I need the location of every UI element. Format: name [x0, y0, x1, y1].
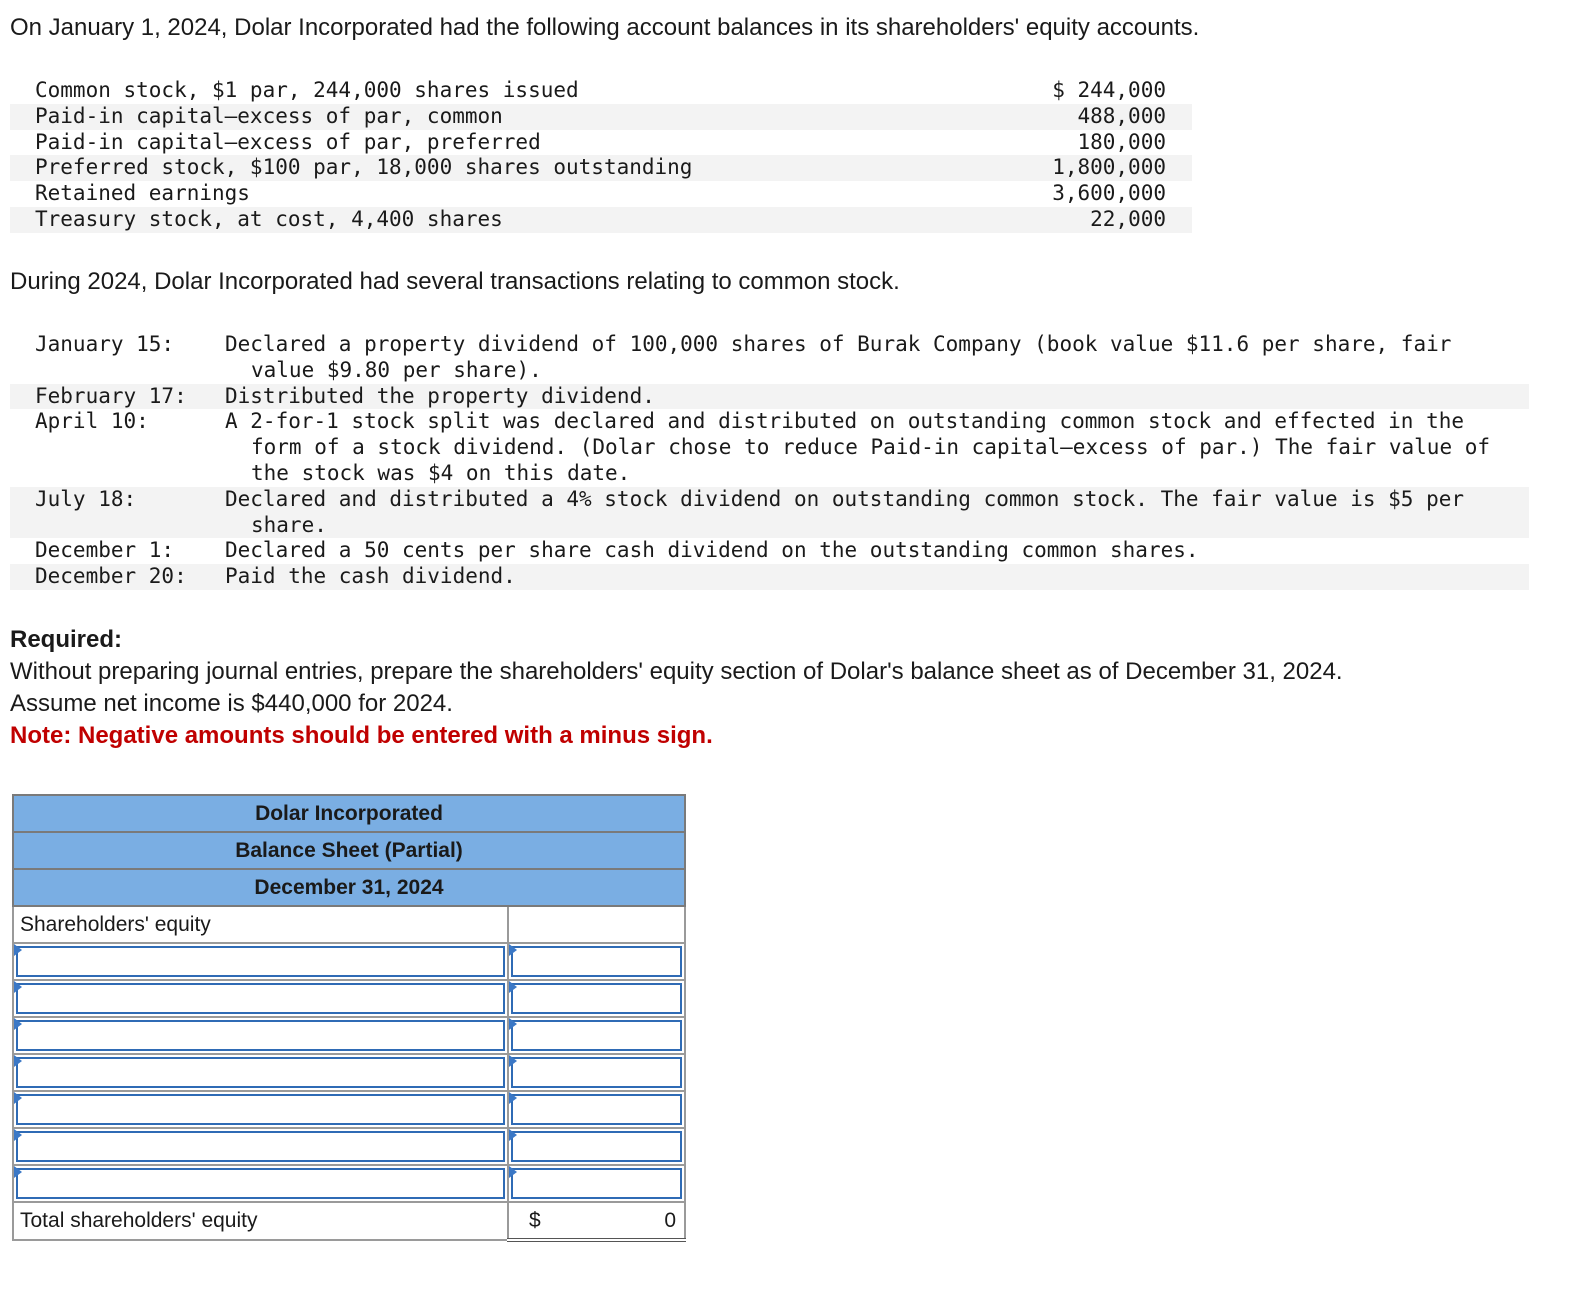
- amount-input-cell: [508, 1165, 685, 1202]
- account-name-input[interactable]: [16, 983, 505, 1014]
- amount-input[interactable]: [511, 1131, 682, 1162]
- required-assumption: Assume net income is $440,000 for 2024.: [10, 690, 453, 717]
- equity-input-row: [13, 1128, 685, 1165]
- dropdown-indicator-icon: [14, 1166, 22, 1178]
- balance-account-label: Treasury stock, at cost, 4,400 shares: [35, 206, 503, 231]
- total-amount-cell: [508, 1202, 685, 1240]
- sheet-date: December 31, 2024: [13, 869, 685, 906]
- dropdown-indicator-icon: [509, 1092, 517, 1104]
- balance-row: [10, 104, 1192, 130]
- currency-symbol: $: [529, 1209, 541, 1232]
- balance-account-label: Paid-in capital—excess of par, preferred: [35, 129, 541, 154]
- equity-input-row: [13, 980, 685, 1017]
- transaction-row: [10, 538, 1529, 564]
- balance-row: [10, 207, 1192, 233]
- transaction-description: Distributed the property dividend.: [225, 383, 655, 408]
- amount-input-cell: [508, 1054, 685, 1091]
- amount-input[interactable]: [511, 1020, 682, 1051]
- amount-input-cell: [508, 943, 685, 980]
- dropdown-indicator-icon: [14, 944, 22, 956]
- balance-amount: 180,000: [1077, 129, 1166, 154]
- section-amount-cell: [508, 906, 685, 943]
- balance-sheet-worksheet: [12, 794, 686, 1242]
- required-instructions: Without preparing journal entries, prepare the shareholders' equity section of Dolar's balance sheet as of December 31, 2024.: [10, 658, 1343, 685]
- account-name-input-cell: [13, 1091, 508, 1128]
- equity-input-row: [13, 1091, 685, 1128]
- balance-row: [10, 181, 1192, 207]
- transaction-description: Declared a 50 cents per share cash dividend on the outstanding common shares.: [225, 538, 1199, 563]
- dropdown-indicator-icon: [14, 981, 22, 993]
- intro-text: On January 1, 2024, Dolar Incorporated had the following account balances in its shareholders' equity accounts.: [10, 14, 1200, 41]
- sheet-title: Balance Sheet (Partial): [13, 832, 685, 869]
- transaction-row: [10, 487, 1529, 539]
- amount-input-cell: [508, 980, 685, 1017]
- balance-amount: $ 244,000: [1052, 78, 1166, 102]
- opening-balances-table: [10, 78, 1192, 233]
- dropdown-indicator-icon: [14, 1129, 22, 1141]
- equity-input-row: [13, 1165, 685, 1202]
- account-name-input-cell: [13, 943, 508, 980]
- transaction-date: December 1:: [35, 538, 175, 563]
- account-name-input-cell: [13, 1017, 508, 1054]
- account-name-input-cell: [13, 1054, 508, 1091]
- balance-amount: 488,000: [1077, 103, 1166, 128]
- balance-account-label: Paid-in capital—excess of par, common: [35, 103, 503, 128]
- sheet-company-name: Dolar Incorporated: [13, 795, 685, 832]
- transactions-table: [10, 332, 1529, 590]
- equity-input-row: [13, 1017, 685, 1054]
- account-name-input[interactable]: [16, 1057, 505, 1088]
- section-label: Shareholders' equity: [13, 906, 508, 943]
- transaction-date: July 18:: [35, 486, 137, 511]
- amount-input[interactable]: [511, 1057, 682, 1088]
- transaction-date: December 20:: [35, 564, 187, 589]
- transaction-description: Declared a property dividend of 100,000 shares of Burak Company (book value $11.6 per share, fair value $9.80 per share).: [225, 332, 1452, 382]
- amount-input[interactable]: [511, 946, 682, 977]
- dropdown-indicator-icon: [509, 1055, 517, 1067]
- transaction-row: [10, 564, 1529, 590]
- amount-input[interactable]: [511, 1094, 682, 1125]
- balance-row: [10, 130, 1192, 156]
- transactions-intro-text: During 2024, Dolar Incorporated had several transactions relating to common stock.: [10, 268, 900, 295]
- dropdown-indicator-icon: [14, 1055, 22, 1067]
- amount-input[interactable]: [511, 1168, 682, 1199]
- required-heading: Required:: [10, 626, 123, 653]
- balance-account-label: Retained earnings: [35, 181, 250, 206]
- balance-account-label: Common stock, $1 par, 244,000 shares issued: [35, 78, 579, 102]
- transaction-description: A 2-for-1 stock split was declared and distributed on outstanding common stock and effected in the form of a stock dividend. (Dolar chose to reduce Paid-in capital—excess of par.) The fair value of the stock was $4 on this date.: [225, 409, 1491, 485]
- amount-input-cell: [508, 1091, 685, 1128]
- balance-amount: 1,800,000: [1052, 155, 1166, 180]
- transaction-date: February 17:: [35, 383, 187, 408]
- account-name-input-cell: [13, 1128, 508, 1165]
- balance-account-label: Preferred stock, $100 par, 18,000 shares outstanding: [35, 155, 693, 180]
- account-name-input[interactable]: [16, 1020, 505, 1051]
- transaction-row: [10, 332, 1529, 384]
- balance-amount: 22,000: [1090, 206, 1166, 231]
- amount-input-cell: [508, 1017, 685, 1054]
- transaction-description: Declared and distributed a 4% stock dividend on outstanding common stock. The fair value is $5 per share.: [225, 486, 1465, 537]
- equity-input-row: [13, 1054, 685, 1091]
- transaction-row: [10, 384, 1529, 410]
- equity-input-row: [13, 943, 685, 980]
- account-name-input-cell: [13, 1165, 508, 1202]
- dropdown-indicator-icon: [509, 981, 517, 993]
- transaction-description: Paid the cash dividend.: [225, 564, 516, 589]
- required-note: Note: Negative amounts should be entered with a minus sign.: [10, 722, 713, 749]
- transaction-date: April 10:: [35, 409, 149, 434]
- account-name-input[interactable]: [16, 1131, 505, 1162]
- account-name-input-cell: [13, 980, 508, 1017]
- account-name-input[interactable]: [16, 1168, 505, 1199]
- total-label: Total shareholders' equity: [13, 1202, 508, 1240]
- amount-input-cell: [508, 1128, 685, 1165]
- transaction-date: January 15:: [35, 332, 175, 356]
- balance-row: [10, 155, 1192, 181]
- balance-row: [10, 78, 1192, 104]
- total-value: 0: [664, 1209, 676, 1232]
- transaction-row: [10, 409, 1529, 486]
- amount-input[interactable]: [511, 983, 682, 1014]
- dropdown-indicator-icon: [509, 944, 517, 956]
- dropdown-indicator-icon: [509, 1166, 517, 1178]
- dropdown-indicator-icon: [14, 1092, 22, 1104]
- account-name-input[interactable]: [16, 946, 505, 977]
- account-name-input[interactable]: [16, 1094, 505, 1125]
- dropdown-indicator-icon: [14, 1018, 22, 1030]
- dropdown-indicator-icon: [509, 1129, 517, 1141]
- dropdown-indicator-icon: [509, 1018, 517, 1030]
- balance-amount: 3,600,000: [1052, 181, 1166, 206]
